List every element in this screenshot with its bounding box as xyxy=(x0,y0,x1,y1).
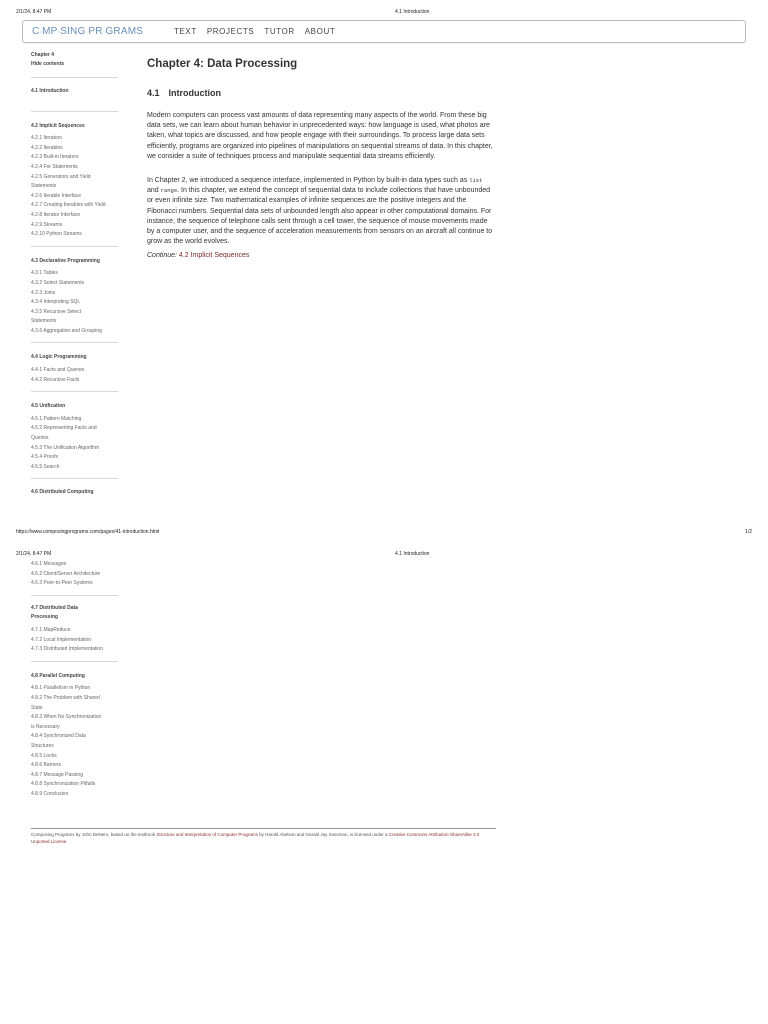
footer-text: . xyxy=(66,839,68,844)
toc-item[interactable]: 4.2.6 Iterable Interface xyxy=(31,192,82,199)
toc-item[interactable]: 4.7.3 Distributed Implementation xyxy=(31,646,103,653)
toc-item[interactable]: 4.8.3 When No Synchronization xyxy=(31,714,102,721)
toc-item[interactable]: 4.7.1 MapReduce xyxy=(31,626,71,633)
footer-text: Composing Programs by John DeNero, based on the textbook xyxy=(31,832,157,837)
continue-line xyxy=(147,252,249,259)
toc-item[interactable]: 4.5.1 Pattern Matching xyxy=(31,415,82,422)
paragraph-2-text: and xyxy=(147,187,161,195)
toc-item[interactable]: 4.3.2 Select Statements xyxy=(31,279,85,286)
brand-dot-icon: ◦ xyxy=(39,29,43,36)
toc-item[interactable]: 4.2.10 Python Streams xyxy=(31,231,82,238)
paragraph-2 xyxy=(147,176,495,247)
license-footer xyxy=(31,831,499,845)
toc-item[interactable]: 4.8.1 Parallelism in Python xyxy=(31,685,91,692)
toc-item[interactable]: 4.8.5 Locks xyxy=(31,752,57,759)
toc-item[interactable]: 4.4.1 Facts and Queries xyxy=(31,367,85,374)
toc-item[interactable]: Statements xyxy=(31,183,57,190)
footer-divider xyxy=(31,828,496,829)
toc-item[interactable]: 4.2.7 Creating Iterables with Yield xyxy=(31,202,106,209)
toc-item[interactable]: 4.5.5 Search xyxy=(31,463,60,470)
continue-label: Continue: xyxy=(147,252,177,259)
toc-item[interactable]: 4.6.2 Client/Server Architecture xyxy=(31,570,101,577)
print-title: 4.1 Introduction xyxy=(395,551,430,557)
navbar xyxy=(22,20,746,43)
brand-text-part: MP xyxy=(42,26,58,37)
toc-section-4-4[interactable]: 4.4 Logic Programming xyxy=(31,354,87,361)
section-heading xyxy=(147,88,221,98)
paragraph-2-text: . In this chapter, we extend the concept of sequential data to include collections that have unbounded or even infinite size. Two mathematical examples of infinite sequences are the positive integers and the Fibonacci numbers. Sequential data sets of unbounded length also appear in other computational domains. For instance, the sequence of telephone calls sent through a cell tower, the sequence of mouse movements made by a computer user, and the sequence of acceleration measurements from sensors on an aircraft all continue to grow as the world evolves. xyxy=(147,187,493,246)
toc-item[interactable]: 4.3.1 Tables xyxy=(31,270,58,277)
print-page-number: 1/2 xyxy=(745,529,752,535)
sidebar-toc xyxy=(31,52,119,498)
toc-item[interactable]: is Necessary xyxy=(31,723,60,730)
code-range: range xyxy=(160,187,178,195)
section-number: 4.1 xyxy=(147,88,160,98)
license-link[interactable]: Creative Commons Attribution-ShareAlike 3.0 Unported License xyxy=(31,832,480,844)
toc-item[interactable]: 4.2.5 Generators and Yield xyxy=(31,173,91,180)
brand-logo[interactable] xyxy=(32,26,143,37)
toc-item[interactable]: 4.8.4 Synchronized Data xyxy=(31,733,86,740)
toc-item[interactable]: 4.3.3 Joins xyxy=(31,289,56,296)
toc-item[interactable]: 4.8.6 Barriers xyxy=(31,762,62,769)
continue-link[interactable]: 4.2 Implicit Sequences xyxy=(178,252,250,259)
print-title: 4.1 Introduction xyxy=(395,9,430,15)
toc-item[interactable]: 4.4.2 Recursive Facts xyxy=(31,376,80,383)
toc-section-4-2[interactable]: 4.2 Implicit Sequences xyxy=(31,122,85,129)
sidebar-chapter: Chapter 4 xyxy=(31,52,55,58)
sidebar-toc-continued xyxy=(31,560,119,799)
toc-item[interactable]: 4.7.2 Local Implementation xyxy=(31,636,92,643)
nav-link-projects[interactable]: PROJECTS xyxy=(206,27,255,36)
toc-item[interactable]: Queries xyxy=(31,435,49,442)
toc-item[interactable]: 4.6.3 Peer-to-Peer Systems xyxy=(31,580,93,587)
print-timestamp: 2/1/24, 8:47 PM xyxy=(16,9,52,15)
toc-item[interactable]: State xyxy=(31,704,43,711)
nav-link-about[interactable]: ABOUT xyxy=(304,27,336,36)
toc-section-4-3[interactable]: 4.3 Declarative Programming xyxy=(31,257,100,264)
brand-text-part: C xyxy=(32,26,40,37)
toc-section-4-7[interactable] xyxy=(31,604,119,623)
toc-item[interactable]: 4.3.5 Recursive Select xyxy=(31,308,82,315)
toc-section-4-1[interactable]: 4.1 Introduction xyxy=(31,88,69,94)
print-url: https://www.composingprograms.com/pages/41-introduction.html xyxy=(16,529,160,535)
paragraph-1: Modern computers can process vast amounts of data representing many aspects of the world. From these big data sets, we can learn about human behavior in unprecedented ways: how language is used, what photos are taken, what topics are discussed, and how people engage with their surroundings. To process large data sets efficiently, programs are organized into pipelines of manipulations on sequential streams of data. In this chapter, we consider a suite of techniques process and manipulate sequential data streams efficiently. xyxy=(147,112,493,160)
nav-link-tutor[interactable]: TUTOR xyxy=(264,27,295,36)
toc-section-4-7-line1: 4.7 Distributed Data xyxy=(31,604,78,611)
brand-dot-icon: ◦ xyxy=(102,29,106,36)
nav-links xyxy=(174,27,335,36)
sicp-link[interactable]: Structure and Interpretation of Computer Programs xyxy=(156,832,258,837)
paragraph-2-text: In Chapter 2, we introduced a sequence interface, implemented in Python by built-in data types such as xyxy=(147,177,470,184)
toc-item[interactable]: Structures xyxy=(31,742,54,749)
toc-section-4-8[interactable]: 4.8 Parallel Computing xyxy=(31,672,85,679)
brand-dot-icon: ◦ xyxy=(57,29,61,36)
toc-item[interactable]: 4.3.4 Interpreting SQL xyxy=(31,299,81,306)
toc-item[interactable]: 4.8.8 Synchronization Pitfalls xyxy=(31,781,96,788)
toc-item[interactable]: 4.2.9 Streams xyxy=(31,221,63,228)
toc-item[interactable]: 4.2.8 Iterator Interface xyxy=(31,211,81,218)
toc-item[interactable]: Statements xyxy=(31,318,57,325)
toc-item[interactable]: 4.2.2 Iterables xyxy=(31,144,63,151)
toc-item[interactable]: 4.5.3 The Unification Algorithm xyxy=(31,444,100,451)
toc-section-4-7-line2: Processing xyxy=(31,614,58,621)
brand-text-part: GRAMS xyxy=(105,26,144,37)
footer-text: by Harold Abelson and Gerald Jay Sussman, is licensed under a xyxy=(257,832,389,837)
toc-item[interactable]: 4.5.2 Representing Facts and xyxy=(31,425,97,432)
hide-contents-link[interactable]: Hide contents xyxy=(31,61,65,67)
toc-item[interactable]: 4.2.3 Built-in Iterators xyxy=(31,154,79,161)
toc-item[interactable]: 4.2.4 For Statements xyxy=(31,163,78,170)
toc-section-4-6[interactable]: 4.6 Distributed Computing xyxy=(31,489,94,496)
toc-item[interactable]: 4.8.7 Message Passing xyxy=(31,771,83,778)
toc-item[interactable]: 4.8.9 Conclusion xyxy=(31,790,69,797)
print-timestamp: 2/1/24, 8:47 PM xyxy=(16,551,52,557)
toc-section-4-5[interactable]: 4.5 Unification xyxy=(31,403,66,410)
toc-item[interactable]: 4.5.4 Proofs xyxy=(31,454,58,461)
toc-item[interactable]: 4.2.1 Iterators xyxy=(31,135,62,142)
chapter-title: Chapter 4: Data Processing xyxy=(147,58,298,70)
toc-item[interactable]: 4.8.2 The Problem with Shared xyxy=(31,694,100,701)
section-title: Introduction xyxy=(168,88,222,98)
brand-text-part: SING PR xyxy=(60,26,103,37)
code-list: list xyxy=(469,177,483,184)
toc-item[interactable]: 4.6.1 Messages xyxy=(31,561,67,567)
toc-item[interactable]: 4.3.6 Aggregation and Grouping xyxy=(31,327,102,334)
nav-link-text[interactable]: TEXT xyxy=(174,27,197,36)
